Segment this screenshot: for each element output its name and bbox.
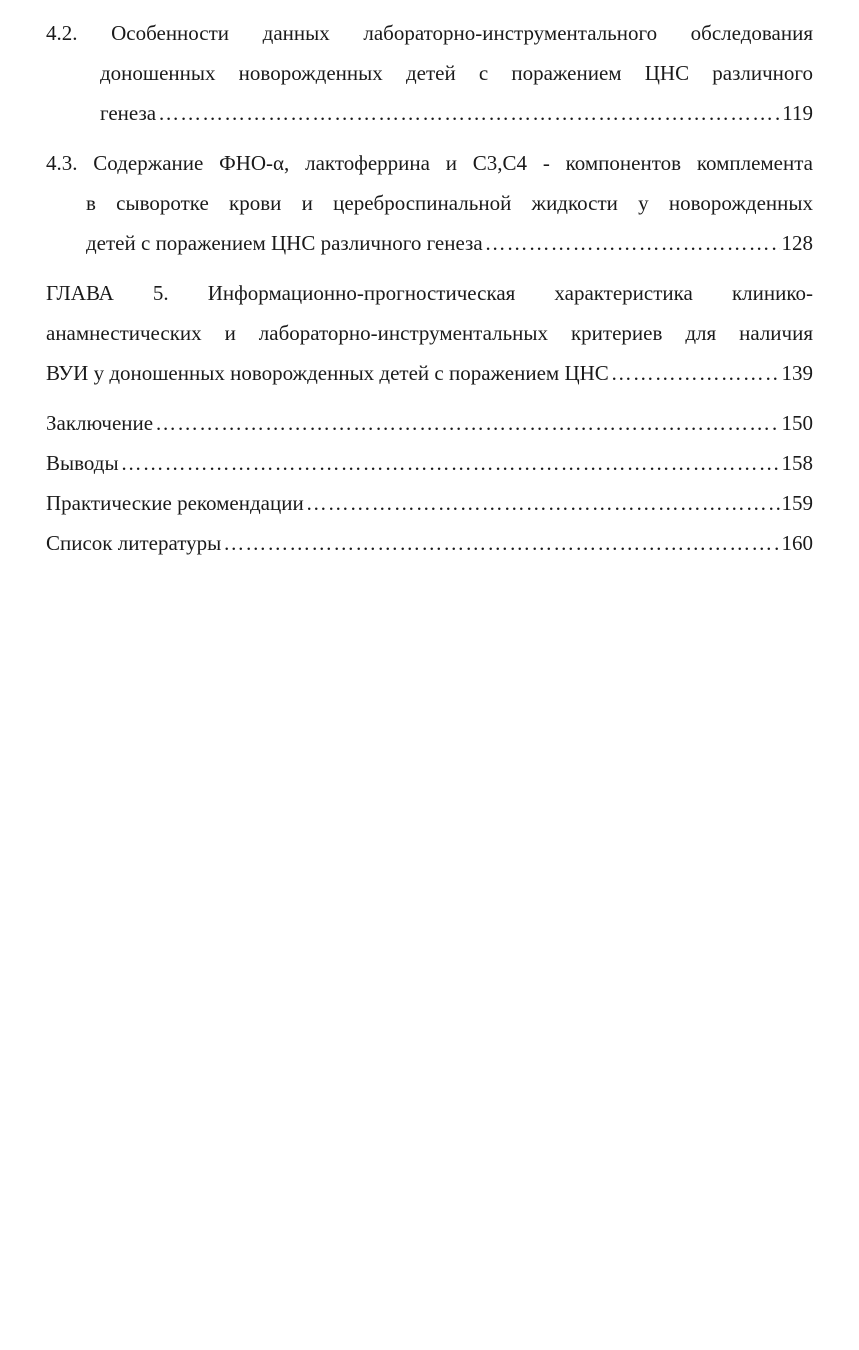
dot-leader — [611, 353, 780, 393]
toc-entry-4-2-title-end: генеза — [100, 101, 157, 125]
toc-entry-recommendations[interactable] — [46, 483, 813, 523]
toc-entry-findings[interactable] — [46, 443, 813, 483]
page-number: 128 — [781, 231, 813, 255]
toc-entry-references[interactable] — [46, 523, 813, 563]
toc-entry-title: Практические рекомендации — [46, 491, 304, 515]
page-number: 160 — [781, 531, 813, 555]
toc-chapter-5-line-1: ГЛАВА 5. Информационно-прогностическая характеристика клинико- — [46, 281, 813, 305]
toc-entry-title: Список литературы — [46, 531, 222, 555]
toc-entry-title: Заключение — [46, 411, 154, 435]
toc-short-entries — [46, 403, 813, 563]
toc-chapter-5-title-end: ВУИ у доношенных новорожденных детей с поражением ЦНС — [46, 361, 609, 385]
toc-entry-4-3-line-2: в сыворотке крови и цереброспинальной жидкости у новорожденных — [86, 191, 813, 215]
toc-entry-4-3-line-1: 4.3. Содержание ФНО-α, лактоферрина и С3,С4 - компонентов комплемента — [46, 151, 813, 175]
toc-entry-4-3 — [46, 143, 813, 263]
page-number: 119 — [782, 101, 813, 125]
toc-chapter-5-line-3[interactable] — [46, 353, 813, 393]
page-number: 150 — [781, 411, 813, 435]
dot-leader — [158, 93, 780, 133]
dot-leader — [223, 523, 779, 563]
page-number: 159 — [781, 491, 813, 515]
toc-entry-conclusion[interactable] — [46, 403, 813, 443]
dot-leader — [155, 403, 779, 443]
toc-entry-4-2 — [46, 13, 813, 133]
dot-leader — [306, 483, 780, 523]
toc-chapter-5 — [46, 273, 813, 393]
toc-chapter-5-line-2: анамнестических и лабораторно-инструментальных критериев для наличия — [46, 321, 813, 345]
toc-entry-4-2-line-1: 4.2. Особенности данных лабораторно-инструментального обследования — [46, 21, 813, 45]
toc-entry-4-3-title-end: детей с поражением ЦНС различного генеза — [86, 231, 483, 255]
toc-entry-title: Выводы — [46, 451, 119, 475]
table-of-contents — [46, 13, 813, 563]
page-number: 139 — [781, 361, 813, 385]
toc-entry-4-3-line-3[interactable] — [46, 223, 813, 263]
toc-entry-4-2-line-2: доношенных новорожденных детей с поражением ЦНС различного — [100, 61, 813, 85]
toc-entry-4-2-line-3[interactable] — [46, 93, 813, 133]
page-number: 158 — [781, 451, 813, 475]
dot-leader — [121, 443, 780, 483]
dot-leader — [485, 223, 780, 263]
